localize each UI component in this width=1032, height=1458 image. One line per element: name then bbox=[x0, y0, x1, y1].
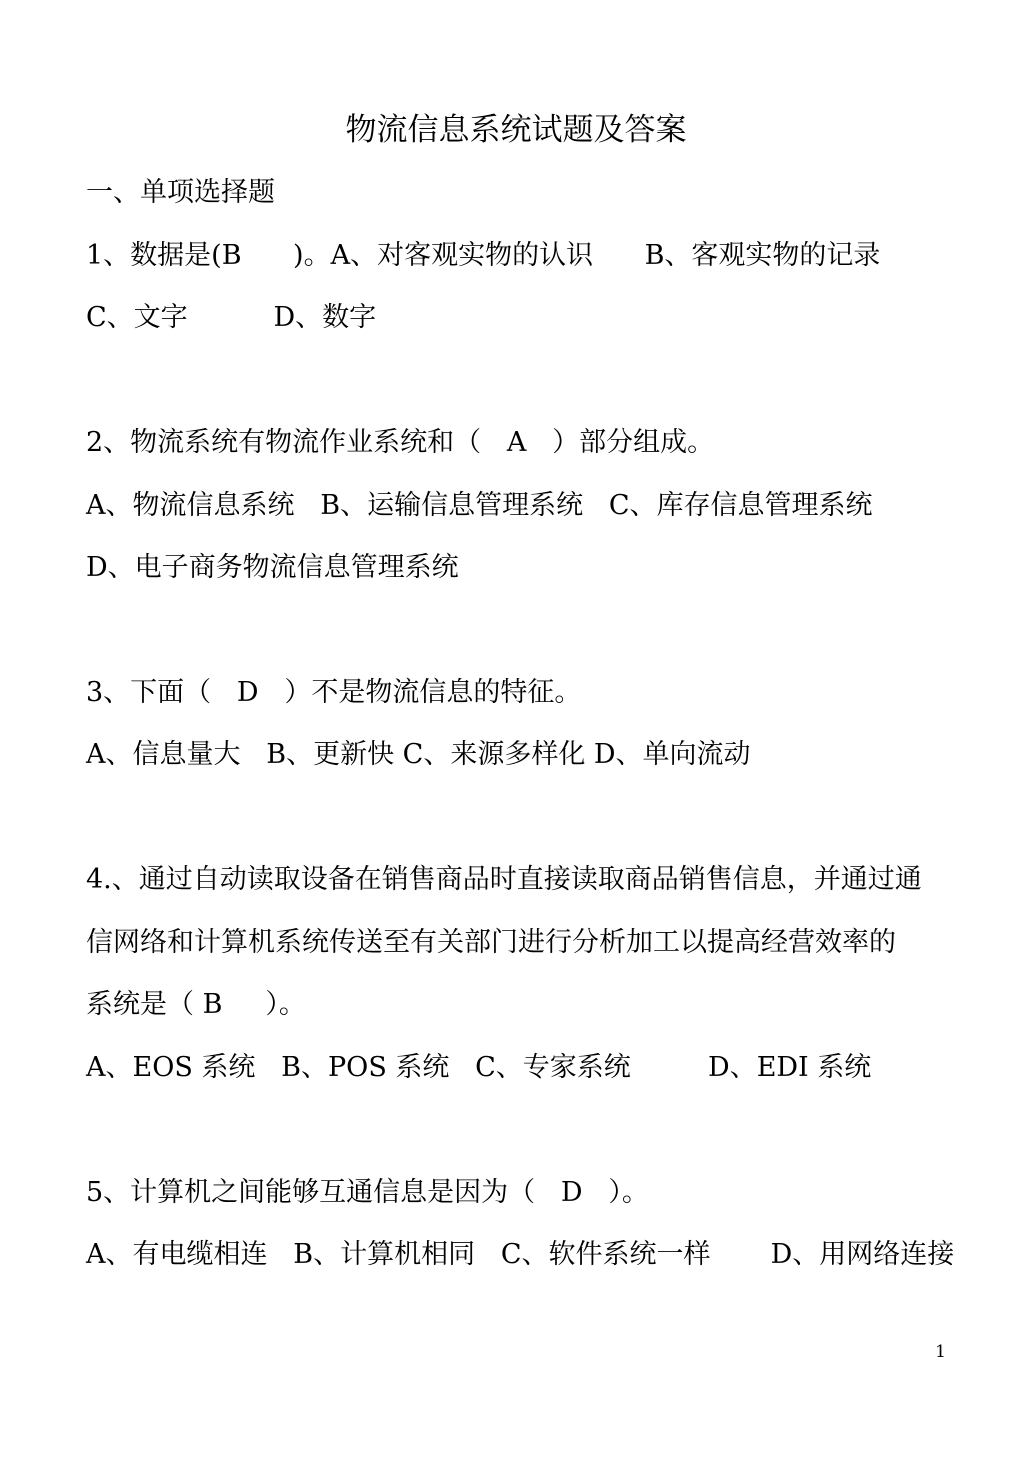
question-4-stem-line-2: 信网络和计算机系统传送至有关部门进行分析加工以提高经营效率的 bbox=[86, 927, 896, 958]
question-4-stem: 4.、通过自动读取设备在销售商品时直接读取商品销售信息，并通过通 bbox=[86, 864, 922, 895]
question-1-options: C、文字 D、数字 bbox=[86, 302, 377, 333]
question-3-stem: 3、下面（ D ）不是物流信息的特征。 bbox=[86, 677, 582, 708]
question-2-stem: 2、物流系统有物流作业系统和（ A ）部分组成。 bbox=[86, 427, 715, 458]
question-2-options-line-2: D、电子商务物流信息管理系统 bbox=[86, 552, 459, 583]
document-title: 物流信息系统试题及答案 bbox=[345, 112, 687, 148]
question-4-options: A、EOS 系统 B、POS 系统 C、专家系统 D、EDI 系统 bbox=[86, 1052, 872, 1083]
question-3-options: A、信息量大 B、更新快 C、来源多样化 D、单向流动 bbox=[86, 739, 751, 770]
question-1-stem: 1、数据是(B )。A、对客观实物的认识 B、客观实物的记录 bbox=[86, 240, 881, 271]
section-heading: 一、单项选择题 bbox=[86, 177, 275, 208]
page-number: 1 bbox=[935, 1342, 946, 1362]
question-5-options: A、有电缆相连 B、计算机相同 C、软件系统一样 D、用网络连接 bbox=[86, 1239, 955, 1270]
question-2-options-line-1: A、物流信息系统 B、运输信息管理系统 C、库存信息管理系统 bbox=[86, 490, 873, 521]
question-4-stem-line-3: 系统是（ B ）。 bbox=[86, 989, 306, 1020]
question-5-stem: 5、计算机之间能够互通信息是因为（ D ）。 bbox=[86, 1177, 649, 1208]
